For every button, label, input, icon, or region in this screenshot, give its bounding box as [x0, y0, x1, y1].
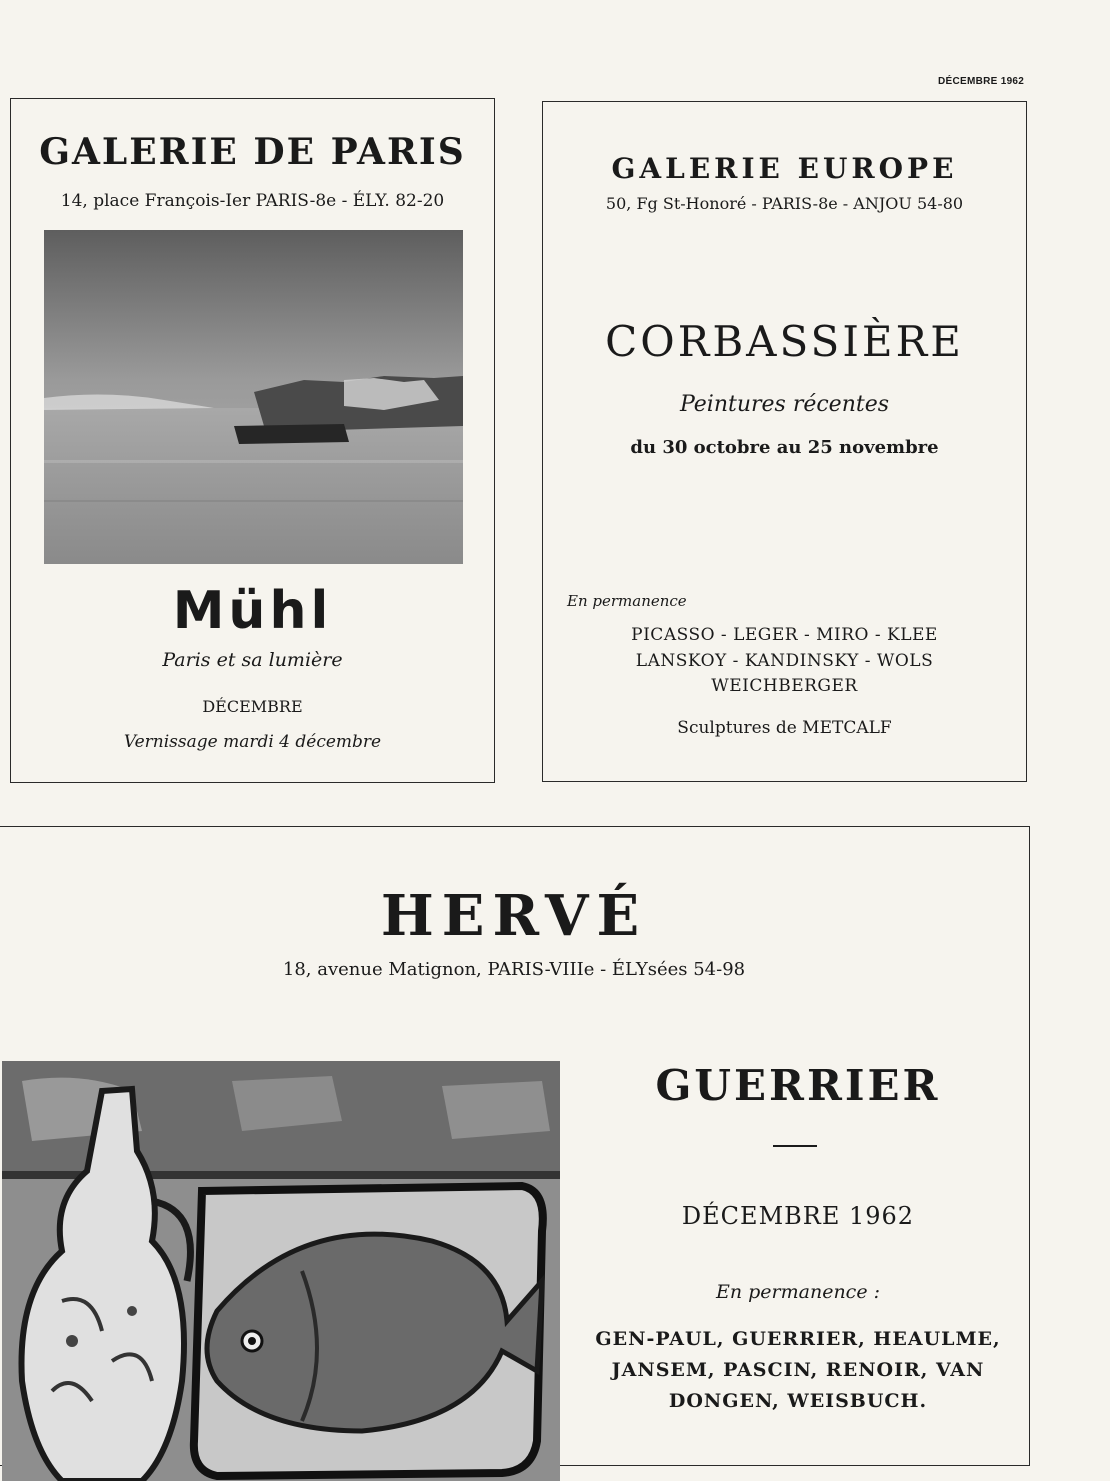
still-life-painting — [2, 1061, 560, 1481]
exhibition-month: DÉCEMBRE 1962 — [681, 1202, 915, 1230]
gallery-name: HERVÉ — [380, 883, 648, 949]
seascape-painting — [44, 230, 463, 564]
vernissage-date: Vernissage mardi 4 décembre — [123, 732, 382, 752]
gallery-address: 18, avenue Matignon, PARIS-VIIIe - ÉLYsées 54-98 — [282, 959, 746, 980]
gallery-address: 50, Fg St-Honoré - PARIS-8e - ANJOU 54-80 — [605, 194, 964, 213]
artist-name: GUERRIER — [655, 1061, 941, 1110]
permanent-artists-line: GEN-PAUL, GUERRIER, HEAULME, — [595, 1328, 1001, 1350]
permanent-artists-line: WEICHBERGER — [711, 676, 858, 696]
permanent-artists-line: JANSEM, PASCIN, RENOIR, VAN — [611, 1359, 985, 1381]
advert-galerie-europe — [542, 101, 1027, 782]
gallery-name: GALERIE DE PARIS — [39, 131, 466, 173]
artist-signature: Mühl — [172, 581, 333, 641]
artist-name: CORBASSIÈRE — [605, 317, 964, 366]
permanent-artists-line: PICASSO - LEGER - MIRO - KLEE — [631, 625, 938, 645]
advert-galerie-herve — [0, 826, 1030, 1466]
gallery-address: 14, place François-Ier PARIS-8e - ÉLY. 82-20 — [60, 191, 445, 211]
page-date: DÉCEMBRE 1962 — [938, 76, 1025, 87]
exhibition-dates: du 30 octobre au 25 novembre — [630, 437, 939, 458]
permanent-artists-list — [543, 623, 1026, 700]
exhibition-title: Paris et sa lumière — [162, 649, 343, 671]
permanent-artists-list — [565, 1324, 1031, 1417]
exhibition-title: Peintures récentes — [679, 392, 890, 417]
divider — [773, 1145, 817, 1147]
exhibition-month: DÉCEMBRE — [202, 697, 303, 716]
sculptures-note: Sculptures de METCALF — [677, 718, 892, 738]
permanent-label: En permanence — [567, 592, 687, 610]
advert-galerie-de-paris — [10, 98, 495, 783]
permanent-label: En permanence : — [715, 1281, 881, 1303]
gallery-name: GALERIE EUROPE — [611, 152, 958, 185]
permanent-artists-line: DONGEN, WEISBUCH. — [668, 1390, 928, 1412]
permanent-artists-line: LANSKOY - KANDINSKY - WOLS — [635, 650, 934, 671]
